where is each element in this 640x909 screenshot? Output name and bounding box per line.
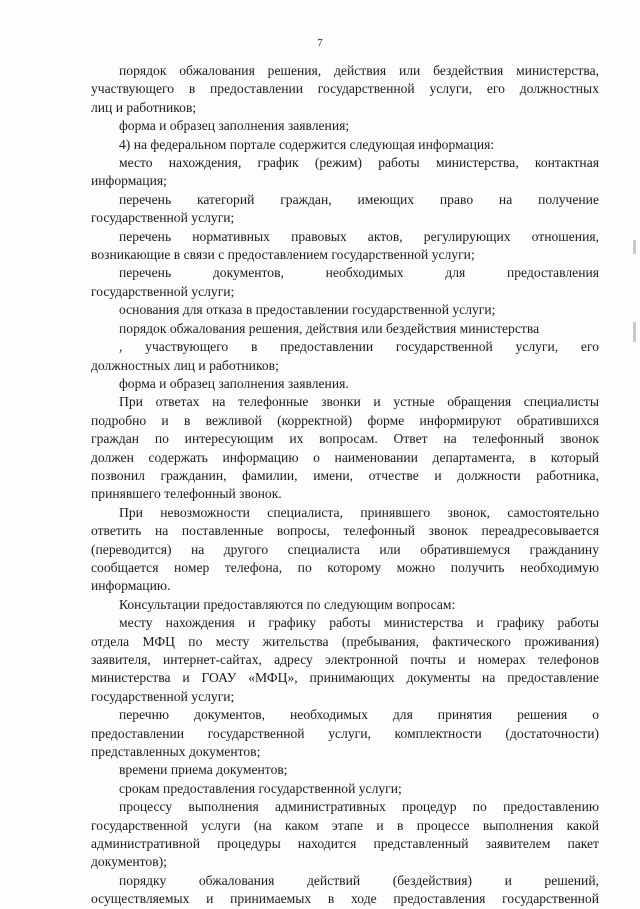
text-line: лиц и работников;	[91, 99, 197, 115]
text-line: участвующего в предоставлении государственной услуги, его должностных	[91, 81, 599, 97]
text-line: порядок обжалования решения, действия или бездействия министерства	[119, 320, 540, 336]
scan-edge-mark	[633, 240, 636, 254]
text-line: При невозможности специалиста, принявшего звонок, самостоятельно	[119, 504, 599, 520]
text-line: (переводится) на другого специалиста или обратившемуся гражданину	[91, 541, 599, 557]
text-line: подробно и в вежливой (корректной) форме информируют обратившихся	[91, 412, 599, 428]
text-line: форма и образец заполнения заявления;	[119, 118, 350, 134]
text-line: сообщается номер телефона, по которому можно получить необходимую	[91, 559, 599, 575]
text-line: основания для отказа в предоставлении государственной услуги;	[119, 302, 496, 318]
text-line: принявшего телефонный звонок.	[91, 486, 282, 502]
text-line: представленных документов;	[91, 744, 261, 760]
text-line: перечень категорий граждан, имеющих право на получение	[119, 191, 599, 207]
text-line: позвонил гражданин, фамилии, имени, отчестве и должности работника,	[91, 467, 599, 483]
text-line: , участвующего в предоставлении государственной услуги, его	[119, 339, 599, 355]
text-line: времени приема документов;	[119, 762, 288, 778]
text-line: осуществляемых и принимаемых в ходе предоставления государственной	[91, 891, 599, 907]
text-line: процессу выполнения административных процедур по предоставлению	[119, 799, 599, 815]
text-line: форма и образец заполнения заявления.	[119, 375, 349, 391]
text-line: заявителя, интернет-сайтах, адресу электронной почты и номерах телефонов	[91, 652, 599, 667]
text-line: ответить на поставленные вопросы, телефонный звонок переадресовывается	[91, 523, 599, 539]
text-line: место нахождения, график (режим) работы министерства, контактная	[119, 155, 599, 171]
text-line: перечень нормативных правовых актов, регулирующих отношения,	[119, 228, 599, 244]
text-line: Консультации предоставляются по следующим вопросам:	[119, 596, 456, 612]
text-line: информация;	[91, 173, 167, 189]
text-line: граждан по интересующим их вопросам. Ответ на телефонный звонок	[91, 431, 599, 447]
text-line: должен содержать информацию о наименовании департамента, в который	[91, 449, 599, 465]
text-line: государственной услуги;	[91, 688, 235, 704]
text-line: 4) на федеральном портале содержится следующая информация:	[119, 136, 495, 152]
text-line: перечню документов, необходимых для принятия решения о	[119, 707, 599, 723]
text-line: государственной услуги;	[91, 210, 235, 226]
text-line: срокам предоставления государственной услуги;	[119, 780, 402, 796]
page-number: 7	[317, 37, 323, 49]
text-line: должностных лиц и работников;	[91, 357, 279, 373]
text-line: документов);	[91, 854, 167, 870]
text-line: государственной услуги (на каком этапе и в процессе выполнения какой	[91, 817, 599, 833]
text-line: порядку обжалования действий (бездействия) и решений,	[119, 872, 599, 888]
text-line: министерства и ГОАУ «МФЦ», принимающих документы на предоставление	[91, 670, 599, 686]
text-line: возникающие в связи с предоставлением государственной услуги;	[91, 247, 475, 263]
text-line: отдела МФЦ по месту жительства (пребывания, фактического проживания)	[91, 633, 599, 649]
scan-edge-mark	[633, 322, 636, 342]
text-line: государственной услуги;	[91, 283, 235, 299]
text-line: порядок обжалования решения, действия или бездействия министерства,	[119, 63, 599, 78]
text-line: перечень документов, необходимых для предоставления	[119, 265, 599, 281]
body-text	[91, 62, 599, 909]
text-line: административной процедуры находится представленный заявителем пакет	[91, 836, 599, 852]
text-line: При ответах на телефонные звонки и устные обращения специалисты	[119, 394, 599, 410]
text-line: предоставлении государственной услуги, комплектности (достаточности)	[91, 725, 599, 741]
text-line: информацию.	[91, 578, 171, 594]
text-line: месту нахождения и графику работы министерства и графику работы	[119, 615, 599, 631]
